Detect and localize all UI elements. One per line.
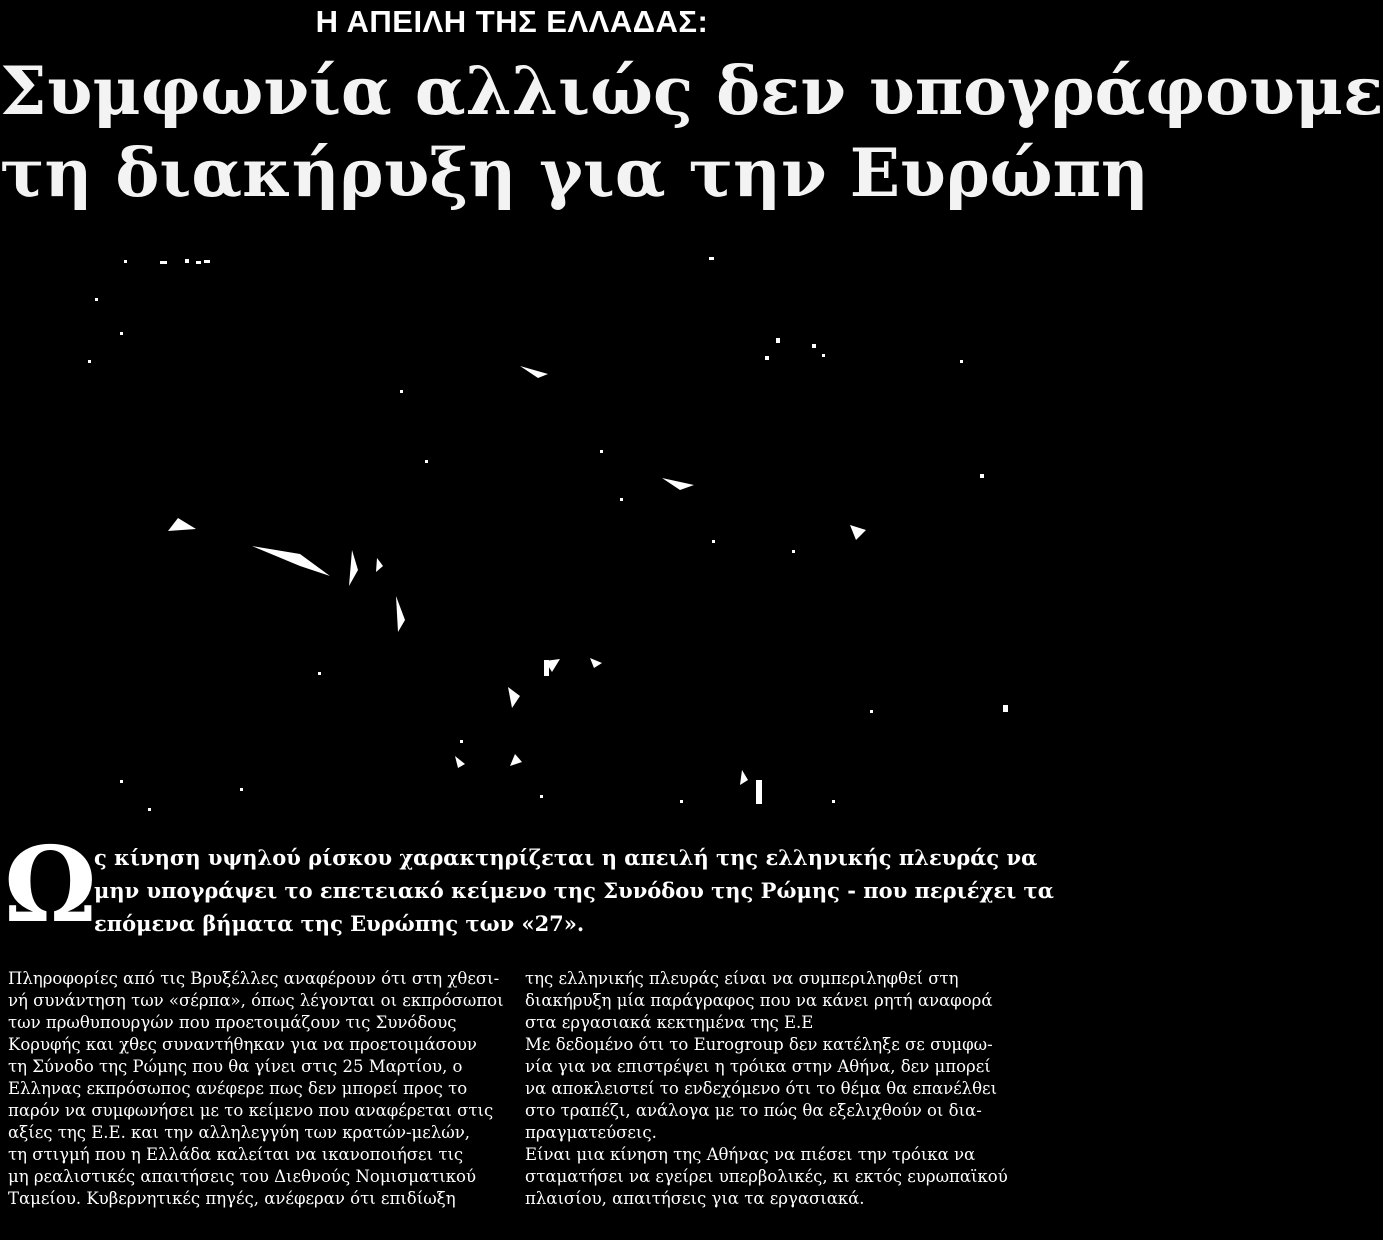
body-line: διακήρυξη μία παράγραφος που να κάνει ρητή αναφορά (525, 991, 993, 1010)
headline-line: τη διακήρυξη για την Ευρώπη (0, 134, 1149, 212)
body-line: Με δεδομένο ότι το Eurogroup δεν κατέληξε σε συμφω- (525, 1035, 993, 1054)
lead-line: επόμενα βήματα της Ευρώπης των «27». (94, 911, 585, 936)
body-column-right (525, 968, 1020, 1210)
lead-text (94, 841, 1054, 940)
body-line: πλαισίου, απαιτήσεις για τα εργασιακά. (525, 1189, 865, 1208)
body-line: νία για να επιστρέψει η τρόικα στην Αθήνα, δεν μπορεί (525, 1057, 991, 1076)
body-line: να αποκλειστεί το ενδεχόμενο ότι το θέμα θα επανέλθει (525, 1079, 998, 1098)
body-line: των πρωθυπουργών που προετοιμάζουν τις Συνόδους (8, 1013, 457, 1032)
body-line: νή συνάντηση των «σέρπα», όπως λέγονται οι εκπρόσωποι (8, 991, 504, 1010)
body-line: τη στιγμή που η Ελλάδα καλείται να ικανοποιήσει τις (8, 1145, 464, 1164)
article-headline (0, 50, 1383, 214)
body-line: μη ρεαλιστικές απαιτήσεις του Διεθνούς Νομισματικού (8, 1167, 477, 1186)
body-line: Κορυφής και χθες συναντήθηκαν για να προετοιμάσουν (8, 1035, 477, 1054)
body-line: Είναι μια κίνηση της Αθήνας να πιέσει την τρόικα να (525, 1145, 976, 1164)
body-line: πραγματεύσεις. (525, 1123, 657, 1142)
photo-image (0, 240, 1024, 820)
body-line: στα εργασιακά κεκτημένα της Ε.Ε (525, 1013, 814, 1032)
lead-line: μην υπογράψει το επετειακό κείμενο της Συνόδου της Ρώμης - που περιέχει τα (94, 878, 1054, 903)
body-line: αξίες της Ε.Ε. και την αλληλεγγύη των κρατών-μελών, (8, 1123, 471, 1142)
drop-cap: Ω (4, 823, 97, 946)
article-photo (0, 240, 1024, 820)
headline-line: Συμφωνία αλλιώς δεν υπογράφουμε (0, 52, 1383, 130)
body-line: της ελληνικής πλευράς είναι να συμπεριληφθεί στη (525, 969, 959, 988)
article-kicker: Η ΑΠΕΙΛΗ ΤΗΣ ΕΛΛΑΔΑΣ: (315, 4, 709, 39)
body-line: στο τραπέζι, ανάλογα με το πώς θα εξελιχθούν οι δια- (525, 1101, 982, 1120)
body-line: Ελληνας εκπρόσωπος ανέφερε πως δεν μπορεί προς το (8, 1079, 468, 1098)
body-line: Πληροφορίες από τις Βρυξέλλες αναφέρουν ότι στη χθεσι- (8, 969, 500, 988)
body-line: σταματήσει να εγείρει υπερβολικές, κι εκτός ευρωπαϊκού (525, 1167, 1008, 1186)
article-lead (0, 823, 1054, 946)
body-line: Ταμείου. Κυβερνητικές πηγές, ανέφεραν ότι επιδίωξη (8, 1189, 456, 1208)
body-line: τη Σύνοδο της Ρώμης που θα γίνει στις 25 Μαρτίου, ο (8, 1057, 463, 1076)
body-column-left (8, 968, 504, 1210)
lead-line: ς κίνηση υψηλού ρίσκου χαρακτηρίζεται η απειλή της ελληνικής πλευράς να (94, 845, 1038, 870)
body-line: παρόν να συμφωνήσει με το κείμενο που αναφέρεται στις (8, 1101, 494, 1120)
